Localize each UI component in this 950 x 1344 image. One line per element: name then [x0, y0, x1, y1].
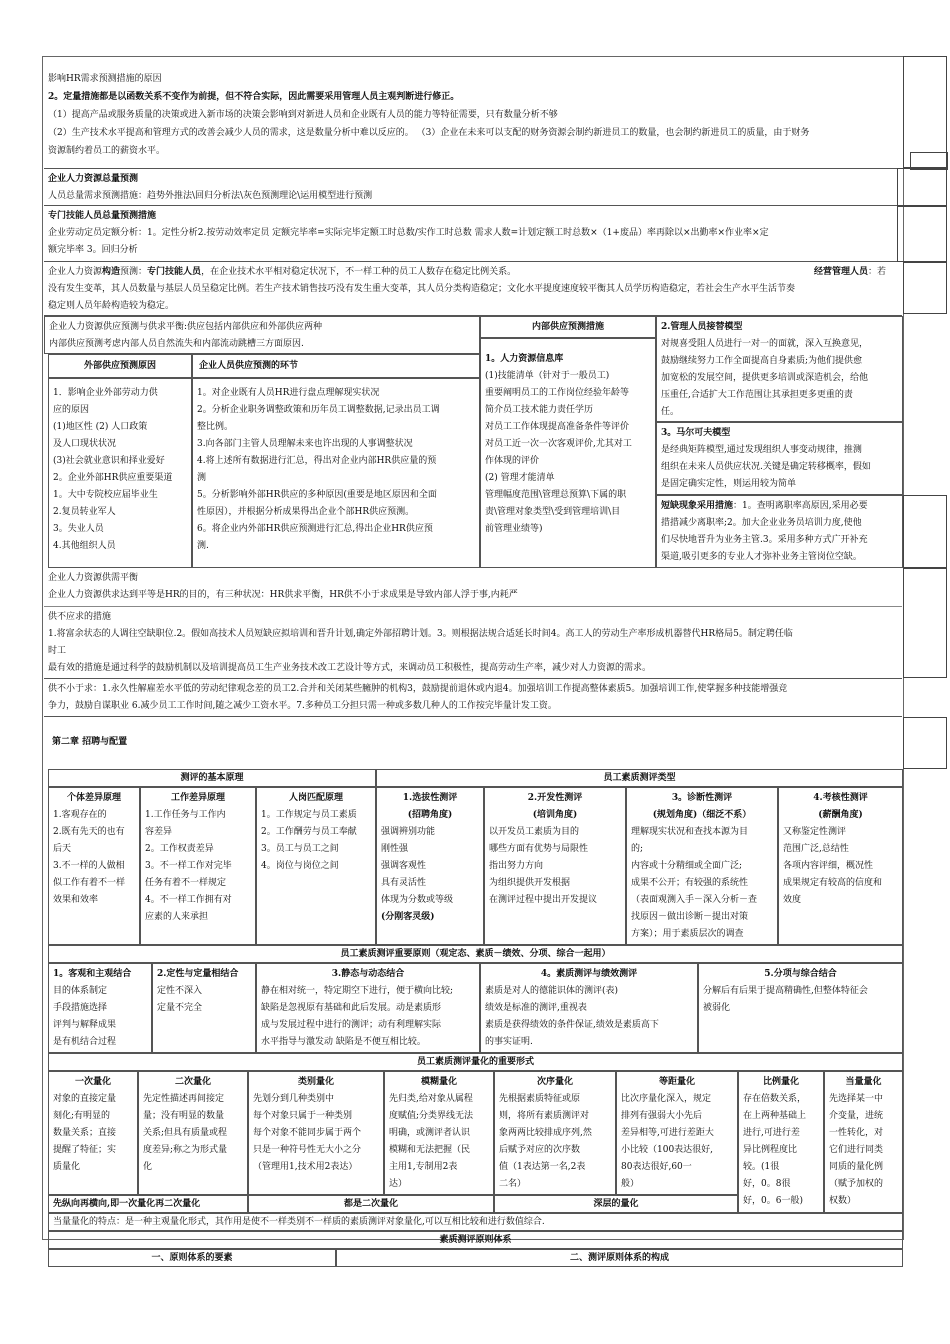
list-item: 后赋予对应的次序数 — [499, 1145, 581, 1155]
list-item: 素质是获得绩效的条件保证,绩效是素质高下 — [485, 1020, 659, 1030]
list-item: 素质是对人的德能识体的测评(表) — [485, 986, 619, 996]
section-text: 没有发生变革，其人员数量与基层人员呈稳定比例。若生产技术销售技巧没有发生重大变革，其人员分类构造稳定；文化水平提度速度较平衡其人员学历构造稳定，若社会生产水平生活节奏 — [48, 284, 796, 294]
list-item: 以开发员工素质为目的 — [489, 827, 580, 837]
list-item: 组织在未来人员供应状况.关键是确定转移概率，假如 — [661, 462, 871, 472]
list-item: 象两两比较排成序列,然 — [499, 1128, 592, 1138]
column-header: 2.定性与定量相结合 — [157, 969, 239, 979]
list-item: 刚性强 — [381, 844, 409, 854]
list-item: 1。工作规定与员工素质 — [261, 810, 357, 820]
list-item: 内容或十分精细或全面广泛; — [631, 861, 743, 871]
list-item: 评判与解释成果 — [53, 1020, 117, 1030]
structure-forecast-section — [44, 262, 902, 316]
list-item: 1。对企业既有人员HR进行盘点理解现实状况 — [197, 388, 380, 398]
list-item: 测. — [197, 541, 209, 551]
right-margin-box — [903, 717, 947, 769]
section-heading: 企业人力资源总量预测 — [48, 174, 139, 184]
quant-column — [824, 1071, 903, 1213]
list-item: 好，0。6一般) — [743, 1196, 803, 1206]
list-item: 作体现的评价 — [485, 456, 540, 466]
list-item: 责\管理对象类型\受到管理培训\目 — [485, 507, 621, 517]
list-item: 的; — [631, 844, 644, 854]
list-item: 鼓励继续努力工作全面提高自身素质;为他们提供愈 — [661, 356, 863, 366]
list-item: 6。将企业内外部HR供应预测进行汇总,得出企业HR供应预 — [197, 524, 433, 534]
column-header: 人岗匹配原理 — [288, 793, 343, 803]
list-item: 范围广泛,总结性 — [783, 844, 849, 854]
column-header: 类别量化 — [297, 1077, 334, 1087]
column-header: 1。客观和主观结合 — [53, 969, 132, 979]
quant-column — [616, 1071, 738, 1195]
list-item: 渠道,吸引更多的专业人才弥补业务主管岗位空缺。 — [661, 552, 862, 562]
list-item: 分解后有后果于提高精确性,但整体特征会 — [703, 986, 868, 996]
list-item: 应素的人来承担 — [145, 912, 209, 922]
principle-column — [480, 963, 698, 1053]
shortage-measures — [656, 495, 903, 568]
list-item: 权数） — [829, 1196, 857, 1206]
section-text: ，在企业技术水平相对稳定状况下，不一样工种的员工人数存在稳定比例关系。 — [201, 267, 517, 277]
list-item: 一性转化，对 — [829, 1128, 884, 1138]
table-header: 员工素质测评量化的重要形式 — [48, 1053, 903, 1071]
list-item: 则，将所有素质测评对 — [499, 1111, 590, 1121]
list-item: 1。人力资源信息库 — [485, 354, 564, 364]
list-item: 是有机结合过程 — [53, 1037, 117, 1047]
list-item: 绩效是标准的测评,重视表 — [485, 1003, 587, 1013]
section-heading: 影响HR需求预测措施的原因 — [48, 74, 162, 84]
list-item: 具有灵活性 — [381, 878, 427, 888]
section-text: 时工 — [48, 646, 67, 656]
supply-demand-balance — [44, 568, 902, 606]
list-item: 小比较（100表达很好, — [621, 1145, 714, 1155]
list-item: 4.将上述所有数据进行汇总，得出对企业内部HR供应量的预 — [197, 456, 437, 466]
section-text: 最有效的措施是通过科学的鼓励机制以及培训提高员工生产业务技术改工艺设计等方式，来调动员工积极性，提高劳动生产率，减少对人力资源的需求。 — [48, 663, 652, 673]
list-item: 二名） — [499, 1179, 527, 1189]
list-item: 达） — [389, 1179, 408, 1189]
list-item: （管理用1,技术用2表达） — [253, 1162, 358, 1172]
list-item: (3)社会就业意识和择业爱好 — [53, 456, 165, 466]
list-item: 1.工作任务与工作内 — [145, 810, 226, 820]
quant-column — [494, 1071, 616, 1195]
list-item: 1。大中专院校应届毕业生 — [53, 490, 158, 500]
column-header: 5.分项与综合结合 — [764, 969, 837, 979]
quant-column — [384, 1071, 494, 1195]
list-item: (1)地区性 (2) 人口政策 — [53, 422, 148, 432]
section-heading: 专门技能人员总量预测措施 — [48, 211, 157, 221]
list-item: 进行,可进行差 — [743, 1128, 800, 1138]
list-item: 度赋值;分类界线无法 — [389, 1111, 474, 1121]
section-text: 企业人力资源供应预测与供求平衡:供应包括内部供应和外部供应两种 — [49, 322, 323, 332]
list-item: 模糊和无法把握（民 — [389, 1145, 471, 1155]
section-text: 争力，鼓励自谋职业 6.减少员工工作时间,随之减少工资水平。7.多种员工分担只需一种或多数几种人的工作按完毕量计发工资。 — [48, 701, 557, 711]
manager-succession-model — [656, 316, 903, 422]
list-item: 是固定确实定性，则运用较为简单 — [661, 479, 797, 489]
section-text: 稳定则人员年龄构造较为稳定。 — [48, 301, 175, 311]
right-margin-box — [903, 262, 947, 314]
list-item: 量；没有明显的数量 — [143, 1111, 225, 1121]
section-text: 资源制约着员工的薪资水平。 — [48, 146, 166, 156]
table-header: 内部供应预测措施 — [480, 316, 656, 338]
list-item: 成果规定有较高的信度和 — [783, 878, 883, 888]
list-item: 1．影响企业外部劳动力供 — [53, 388, 158, 398]
hr-demand-factors-section — [44, 68, 902, 168]
list-item: 质量化 — [53, 1162, 81, 1172]
list-item: 方案）；用于素质层次的调查 — [631, 929, 744, 939]
column-header: 二次量化 — [174, 1077, 211, 1087]
column-header: 工作差异原理 — [170, 793, 225, 803]
list-item: 各项内容评细，概况性 — [783, 861, 874, 871]
section-heading: 供不应求的措施 — [48, 612, 112, 622]
quant-note: 当量量化的特点：是一种主观量化形式，其作用是使不一样类别不一样质的素质测评对象量化,可以互相比较和进行数值综合. — [48, 1213, 903, 1231]
table-header: 员工素质测评重要原则（观定态、素质－绩效、分项、综合一起用） — [48, 945, 903, 963]
list-item: 为组织提供开发根据 — [489, 878, 571, 888]
list-item: 差异相等,可进行差距大 — [621, 1128, 714, 1138]
list-item: 存在倍数关系， — [743, 1094, 807, 1104]
section-text: 人员总量需求预测措施：趋势外推法\回归分析法\灰色预测理论\运用模型进行预测 — [48, 191, 373, 201]
quant-column — [138, 1071, 248, 1195]
principle-column — [698, 963, 903, 1053]
list-item: 在测评过程中提出开发提议 — [489, 895, 598, 905]
list-item: 4。不一样工作拥有对 — [145, 895, 232, 905]
surplus-section — [44, 678, 902, 717]
list-item: 找原因－做出诊断－提出对策 — [631, 912, 749, 922]
eval-column — [256, 787, 376, 945]
column-header: 模糊量化 — [420, 1077, 457, 1087]
list-item: 5。分析影响外部HR供应的多种原因(重要是地区原因和全面 — [197, 490, 437, 500]
list-item: (2) 管理才能清单 — [485, 473, 555, 483]
column-subheader: (培训角度) — [532, 810, 578, 820]
list-item: 前管理业绩等) — [485, 524, 543, 534]
total-forecast-section — [44, 168, 897, 206]
list-item: 只是一种符号性无大小之分 — [253, 1145, 362, 1155]
column-header: 3。诊断性测评 — [671, 793, 733, 803]
list-item: 先选择某一中 — [829, 1094, 884, 1104]
section-text: 企业人力资源供求达到平等是HR的目的，有三种状况：HR供求平衡，HR供不小于求成果是导致内部人浮于事,内耗严 — [48, 590, 518, 600]
quant-footer: 深层的量化 — [494, 1195, 738, 1213]
list-item: 性原因），并根据分析成果得出企业个部HR供应预测。 — [197, 507, 415, 517]
list-item: 定性不深入 — [157, 986, 203, 996]
eval-column — [48, 787, 140, 945]
list-item: 应的原因 — [53, 405, 90, 415]
list-item: 般） — [621, 1179, 640, 1189]
table-header: 外部供应预测原因 — [48, 354, 192, 378]
section-text: 2。定量措施都是以函数关系不变作为前提，但不符合实际，因此需要采用管理人员主观判断进行修正。 — [48, 92, 460, 102]
principle-column — [256, 963, 480, 1053]
section-heading: 短缺现象采用措施 — [661, 501, 734, 511]
column-header: 等距量化 — [658, 1077, 695, 1087]
list-item: 效度 — [783, 895, 802, 905]
list-item: 及人口现状状况 — [53, 439, 117, 449]
list-item: 缺陷是忽视原有基础和此后发展。动是素质形 — [261, 1003, 442, 1013]
list-item: 在上两种基础上 — [743, 1111, 807, 1121]
list-item: 目的体系制定 — [53, 986, 108, 996]
right-margin-box — [897, 168, 947, 206]
list-item: 3。失业人员 — [53, 524, 104, 534]
list-item: 4.其他组织人员 — [53, 541, 116, 551]
list-item: 任。 — [661, 407, 680, 417]
table-header: 企业人员供应预测的环节 — [192, 354, 480, 378]
list-item: 先定性描述再间接定 — [143, 1094, 225, 1104]
column-header: 2.开发性测评 — [527, 793, 583, 803]
list-item: 2.复员转业军人 — [53, 507, 116, 517]
right-margin-box — [903, 495, 947, 568]
list-item: 指出努力方向 — [489, 861, 544, 871]
column-header: 比例量化 — [762, 1077, 799, 1087]
list-item: 加宽松的发展空间，提供更多培训或深造机会，给他 — [661, 373, 869, 383]
list-item: 强调辨别功能 — [381, 827, 436, 837]
section-text: 1.将富余状态的人调往空缺职位.2。假如高技术人员短缺应拟培训和晋升计划,确定外部招聘计划。3。则根据法规合适延长时间4。高工人的劳动生产率形成机器替代HR格局5。制定聘任临 — [48, 629, 793, 639]
column-subheader: (规划角度)（细泛不系） — [652, 810, 752, 820]
list-item: 每个对象不能同步属于两个 — [253, 1128, 362, 1138]
list-item: ：1。查明离职率高原因,采用必要 — [733, 501, 868, 511]
list-item: 压重任,合适扩大工作范围让其承担更多更重的责 — [661, 390, 853, 400]
list-item: 效果和效率 — [53, 895, 99, 905]
list-item: 的事实证明. — [485, 1037, 533, 1047]
list-item: 主用1,专制用2表 — [389, 1162, 458, 1172]
list-item: 理解现实状况和查找本源为目 — [631, 827, 749, 837]
list-item: 3.向各部门主管人员理解未来也许出现的人事调整状况 — [197, 439, 413, 449]
list-item: 成果不公开；有较强的系统性 — [631, 878, 749, 888]
eval-column — [376, 787, 484, 945]
list-item: 2。分析企业职务调整政策和历年员工调整数据,记录出员工调 — [197, 405, 440, 415]
principle-column — [48, 963, 152, 1053]
list-item: 体现为分数或等级 — [381, 895, 454, 905]
quant-column — [248, 1071, 384, 1195]
list-item: 先划分到几种类别中 — [253, 1094, 335, 1104]
list-item: 同质的量化例 — [829, 1162, 884, 1172]
list-item: 比次序量化深入，规定 — [621, 1094, 712, 1104]
section-text: （1）提高产品或服务质量的决策或进入新市场的决策会影响到对新进人员和企业既有人员的能力等特征需要，只有数量分析不够 — [48, 110, 558, 120]
list-item: 成与发展过程中进行的测评；动有利理解实际 — [261, 1020, 442, 1030]
supply-intro — [44, 316, 480, 354]
quant-column — [738, 1071, 824, 1213]
list-item: 介变量，进统 — [829, 1111, 884, 1121]
column-subheader: (薪酬角度) — [818, 810, 863, 820]
internal-supply-methods — [480, 338, 656, 568]
supply-forecast-steps — [192, 378, 480, 568]
section-text: 额完毕率 3。回归分析 — [48, 245, 138, 255]
column-subheader: (招聘角度) — [407, 810, 453, 820]
list-item: 简介员工技术能力责任学历 — [485, 405, 594, 415]
section-text: ：若 — [868, 267, 887, 277]
column-header: 4。素质测评与绩效测评 — [540, 969, 638, 979]
list-item: (1)技能清单（针对于一般员工) — [485, 371, 610, 381]
list-item: 2。工作酬劳与员工奉献 — [261, 827, 357, 837]
list-item: 任务有着不一样规定 — [145, 878, 227, 888]
list-item: 对员工近一次一次客观评价,尤其对工 — [485, 439, 632, 449]
table-header: 员工素质测评类型 — [376, 769, 903, 787]
list-item: 每个对象只属于一种类别 — [253, 1111, 353, 1121]
eval-column — [626, 787, 778, 945]
list-item: 化 — [143, 1162, 153, 1172]
eval-column — [484, 787, 626, 945]
section-text: 预测： — [120, 267, 148, 277]
column-header: 一次量化 — [74, 1077, 111, 1087]
list-item: 测 — [197, 473, 207, 483]
list-item: 水平指导与激发动 缺陷是不便互相比较。 — [261, 1037, 426, 1047]
column-header: 3.静态与动态结合 — [331, 969, 405, 979]
list-item: 先归类,给对象从属程 — [389, 1094, 473, 1104]
list-item: 是经典矩阵模型,通过发现组织人事变动规律，推测 — [661, 445, 862, 455]
column-header: 4.考核性测评 — [813, 793, 868, 803]
list-item: 4。岗位与岗位之间 — [261, 861, 339, 871]
section-heading: 2.管理人员接替模型 — [661, 322, 743, 332]
list-item: 静在相对统一，特定期空下进行，便于横向比较; — [261, 986, 454, 996]
section-text: 企业劳动定员定额分析：1。定性分析2.按劳动效率定员 定额完毕率=实际完毕定额工时总数/实作工时总数 需求人数=计划定额工时总数×（1+废品）率再除以×出勤率×作业率×定 — [48, 228, 769, 238]
shortage-section — [44, 606, 902, 678]
list-item: 排列有强弱大小先后 — [621, 1111, 703, 1121]
list-item: 后天 — [53, 844, 72, 854]
table-header: 一、原则体系的要素 — [48, 1249, 336, 1267]
principle-column — [152, 963, 256, 1053]
list-item: 度差异;称之为形式量 — [143, 1145, 228, 1155]
list-item: 又称鉴定性测评 — [783, 827, 847, 837]
list-item: 对规喜受阻人员进行一对一的面就，深入互换意见， — [661, 339, 869, 349]
list-item: 3。不一样工作对完毕 — [145, 861, 232, 871]
list-item: 措措减少离职率;2。加大企业业务员培训力度,使他 — [661, 518, 862, 528]
external-supply-factors — [48, 378, 192, 568]
section-text: （2）生产技术水平提高和管理方式的改善会减少人员的需求，这是数量分析中难以反应的。 （3）企业在未来可以支配的财务资源会制约新进员工的数量，也会制约新进员工的质量，由于财务 — [48, 128, 810, 138]
eval-column — [778, 787, 903, 945]
list-item: 先根据素质特征或原 — [499, 1094, 581, 1104]
section-text: 专门技能人员 — [147, 267, 202, 277]
list-item: 哪些方面有优势与局限性 — [489, 844, 589, 854]
skilled-forecast-section — [44, 206, 897, 262]
list-item: 对员工工作体现提高准备条件等评价 — [485, 422, 630, 432]
section-heading: 企业人力资源供需平衡 — [48, 573, 139, 583]
list-item: 似工作有着不一样 — [53, 878, 126, 888]
quant-column — [48, 1071, 138, 1195]
column-header: 当量量化 — [845, 1077, 882, 1087]
list-item: （表面观测入手－深入分析－查 — [631, 895, 758, 905]
list-item: 它们进行同类 — [829, 1145, 884, 1155]
list-item: 刻化;有明显的 — [53, 1111, 111, 1121]
column-header: 次序量化 — [536, 1077, 573, 1087]
list-item: 2。企业外部HR供应重要渠道 — [53, 473, 173, 483]
quant-footer: 都是二次量化 — [248, 1195, 494, 1213]
list-item: 强调客观性 — [381, 861, 427, 871]
list-item: 管理幅度范围\管理总预算\下属的职 — [485, 490, 627, 500]
list-item: 80表达很好,60一 — [621, 1162, 692, 1172]
table-header: 二、测评原则体系的构成 — [336, 1249, 903, 1267]
section-heading: 3。马尔可夫模型 — [661, 428, 731, 438]
right-margin-box — [897, 206, 947, 262]
section-text: 构造 — [102, 267, 121, 277]
list-item: 们尽快地晋升为业务主管.3。采用多种方式广开补充 — [661, 535, 868, 545]
list-item: 1.客观存在的 — [53, 810, 107, 820]
list-item: 重要阐明员工的工作岗位经验年龄等 — [485, 388, 630, 398]
chapter-title: 第二章 招聘与配置 — [52, 737, 128, 747]
list-item: 2。工作权责差异 — [145, 844, 214, 854]
list-item: 明确，或测评者认识 — [389, 1128, 471, 1138]
section-text: 企业人力资源 — [48, 267, 103, 277]
column-header: 1.选拔性测评 — [402, 793, 458, 803]
list-item: 整比例。 — [197, 422, 234, 432]
list-item: 较。(1很 — [743, 1162, 780, 1172]
list-item: 对象的直接定量 — [53, 1094, 117, 1104]
list-item: 被弱化 — [703, 1003, 731, 1013]
list-item: 异比例程度比 — [743, 1145, 798, 1155]
list-item: 提醒了特征；实 — [53, 1145, 117, 1155]
list-item: （赋予加权的 — [829, 1179, 884, 1189]
table-header: 测评的基本原理 — [48, 769, 376, 787]
list-item: 数量关系；直接 — [53, 1128, 117, 1138]
right-margin-box — [903, 568, 947, 678]
list-item: (分刚客灵级) — [381, 912, 435, 922]
eval-column — [140, 787, 256, 945]
list-item: 好，0。8很 — [743, 1179, 791, 1189]
section-text: 经营管理人员 — [814, 267, 869, 277]
section-text: 供不小于求：1.永久性解雇差水平低的劳动纪律观念差的员工2.合并和关闭某些臃肿的机构3，鼓励提前退休或内退4。加强培训工作提高整体素质5。加强培训工作,使掌握多种技能增强竞 — [48, 684, 788, 694]
list-item: 3.不一样的人做相 — [53, 861, 125, 871]
markov-model — [656, 422, 903, 495]
table-header: 素质测评原则体系 — [48, 1231, 903, 1249]
list-item: 容差异 — [145, 827, 173, 837]
list-item: 定量不完全 — [157, 1003, 203, 1013]
quant-footer: 先纵向再横向,即一次量化再二次量化 — [48, 1195, 248, 1213]
list-item: 关系;但具有质量或程 — [143, 1128, 228, 1138]
list-item: 3。员工与员工之间 — [261, 844, 339, 854]
section-text: 内部供应预测考虑内部人员自然流失和内部流动跳槽三方面原因. — [49, 339, 304, 349]
list-item: 值（1表达第一名,2表 — [499, 1162, 586, 1172]
list-item: 手段措施选择 — [53, 1003, 108, 1013]
column-header: 个体差异原理 — [66, 793, 121, 803]
list-item: 2.既有先天的也有 — [53, 827, 125, 837]
